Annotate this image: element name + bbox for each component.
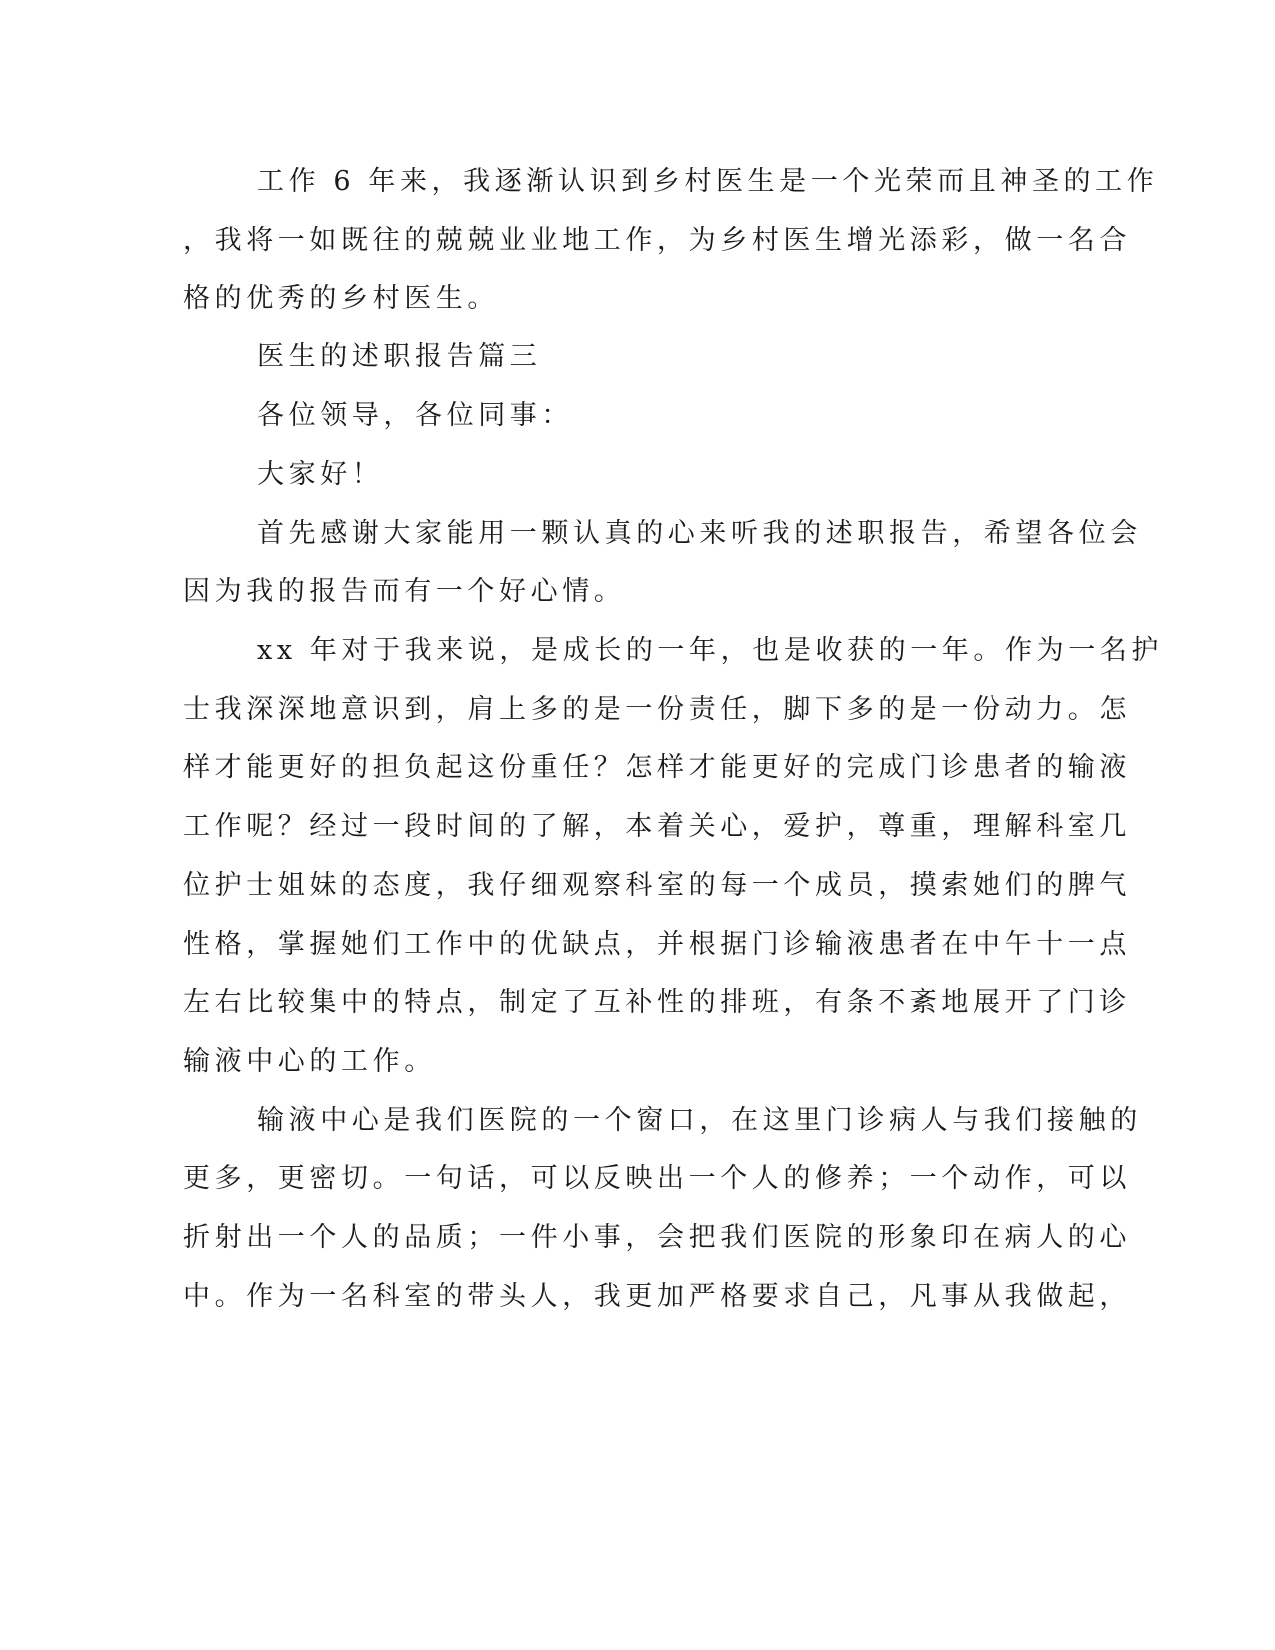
paragraph-line: 位护士姐妹的态度，我仔细观察科室的每一个成员，摸索她们的脾气 [183, 870, 1131, 901]
paragraph-line: 性格，掌握她们工作中的优缺点，并根据门诊输液患者在中午十一点 [183, 929, 1131, 960]
greeting-line: 大家好！ [257, 459, 384, 490]
paragraph-line: 工作呢？经过一段时间的了解，本着关心，爱护，尊重，理解科室几 [183, 811, 1131, 842]
paragraph-line: 输液中心的工作。 [183, 1046, 436, 1077]
paragraph-line: xx 年对于我来说，是成长的一年，也是收获的一年。作为一名护 [257, 635, 1164, 666]
salutation-line: 各位领导，各位同事： [257, 400, 573, 431]
section-heading: 医生的述职报告篇三 [257, 341, 542, 372]
paragraph-line: 工作 6 年来，我逐渐认识到乡村医生是一个光荣而且神圣的工作 [257, 166, 1159, 197]
paragraph-line: 士我深深地意识到，肩上多的是一份责任，脚下多的是一份动力。怎 [183, 694, 1131, 725]
paragraph-line: 首先感谢大家能用一颗认真的心来听我的述职报告，希望各位会 [257, 518, 1142, 549]
paragraph-line: 左右比较集中的特点，制定了互补性的排班，有条不紊地展开了门诊 [183, 987, 1131, 1018]
paragraph-line: 格的优秀的乡村医生。 [183, 283, 499, 314]
paragraph-line: 更多，更密切。一句话，可以反映出一个人的修养；一个动作，可以 [183, 1163, 1131, 1194]
paragraph-line: 样才能更好的担负起这份重任？怎样才能更好的完成门诊患者的输液 [183, 752, 1131, 783]
paragraph-line: ，我将一如既往的兢兢业业地工作，为乡村医生增光添彩，做一名合 [183, 225, 1131, 256]
paragraph-line: 因为我的报告而有一个好心情。 [183, 576, 626, 607]
paragraph-line: 折射出一个人的品质；一件小事，会把我们医院的形象印在病人的心 [183, 1222, 1131, 1253]
paragraph-line: 中。作为一名科室的带头人，我更加严格要求自己，凡事从我做起， [183, 1281, 1131, 1312]
paragraph-line: 输液中心是我们医院的一个窗口，在这里门诊病人与我们接触的 [257, 1105, 1142, 1136]
